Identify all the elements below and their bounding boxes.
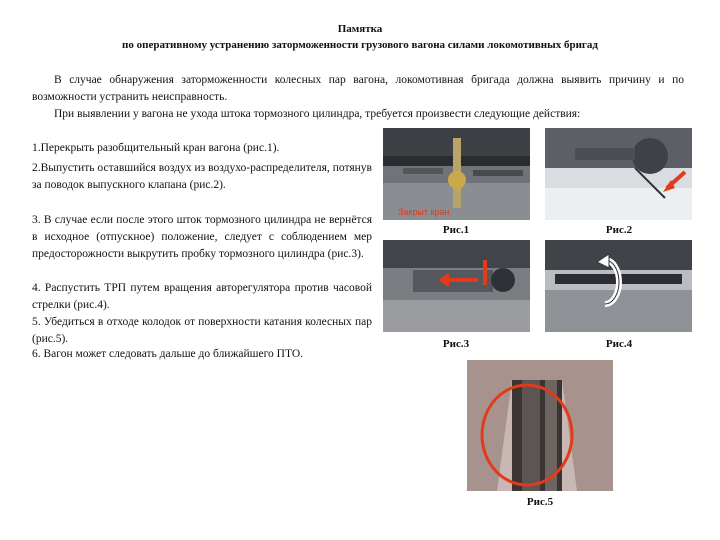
figure-1-label: Закрыт кран	[398, 207, 450, 217]
intro-paragraph: В случае обнаружения заторможенности колесных пар вагона, локомотивная бригада должна выявить причину и по возможности устранить неисправность.	[32, 74, 684, 103]
figure-5-photo	[467, 360, 613, 491]
figure-3-photo	[383, 240, 530, 332]
figure-2-photo	[545, 128, 692, 220]
step-2: 2.Выпустить оставшийся воздух из воздухо-распределителя, потянув за поводок выпускного клапана (рис.2).	[32, 162, 372, 191]
memo-subtitle: по оперативному устранению заторможенности грузового вагона силами локомотивных бригад	[122, 39, 598, 51]
figure-5-caption: Рис.5	[526, 496, 554, 508]
step-1: 1.Перекрыть разобщительный кран вагона (рис.1).	[32, 142, 280, 154]
memo-title: Памятка	[337, 23, 383, 35]
figure-2-caption: Рис.2	[605, 224, 633, 236]
action-intro-text: При выявлении у вагона не ухода штока тормозного цилиндра, требуется произвести следующие действия:	[54, 108, 581, 120]
figure-3-caption: Рис.3	[442, 338, 470, 350]
step-6: 6. Вагон может следовать дальше до ближайшего ПТО.	[32, 348, 304, 360]
figure-4-caption: Рис.4	[605, 338, 633, 350]
step-5: 5. Убедиться в отходе колодок от поверхности катания колесных пар (рис.5).	[32, 316, 372, 345]
step-4: 4. Распустить ТРП путем вращения авторегулятора против часовой стрелки (рис.4).	[32, 282, 372, 311]
figure-4-photo	[545, 240, 692, 332]
figure-1-caption: Рис.1	[442, 224, 470, 236]
step-3: 3. В случае если после этого шток тормозного цилиндра не вернётся в исходное (отпускное) положение, следует с соблюдением мер предосторожности выкрутить пробку тормозного цилиндра (рис.3).	[32, 214, 372, 260]
action-intro-paragraph	[32, 106, 686, 123]
